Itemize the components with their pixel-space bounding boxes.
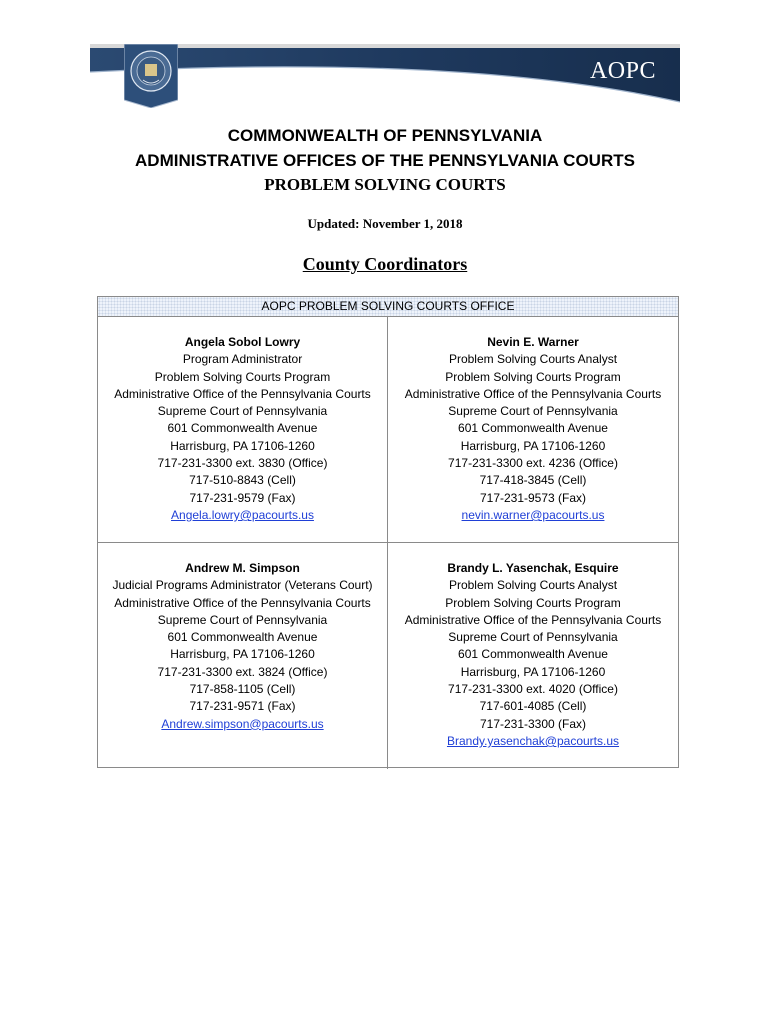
title-problem-solving-courts: PROBLEM SOLVING COURTS: [264, 175, 506, 194]
contact-line: Harrisburg, PA 17106-1260: [460, 438, 606, 453]
contact-line: Harrisburg, PA 17106-1260: [170, 647, 315, 662]
contact-line: 717-601-4085 (Cell): [479, 699, 587, 714]
contact-line: Supreme Court of Pennsylvania: [157, 404, 328, 419]
contact-line: 717-231-9579 (Fax): [189, 490, 296, 505]
contact-line: 717-231-3300 (Fax): [479, 716, 587, 731]
email-link[interactable]: Angela.lowry@pacourts.us: [171, 507, 314, 522]
email-link[interactable]: nevin.warner@pacourts.us: [461, 507, 605, 522]
contact-name: Brandy L. Yasenchak, Esquire: [447, 561, 619, 575]
contact-line: 717-231-3300 ext. 4020 (Office): [448, 682, 618, 697]
contact-line: 601 Commonwealth Avenue: [167, 630, 318, 645]
contact-line: Problem Solving Courts Program: [445, 369, 621, 384]
contact-line: 717-510-8843 (Cell): [189, 473, 296, 488]
contact-line: Supreme Court of Pennsylvania: [448, 404, 618, 419]
title-commonwealth: COMMONWEALTH OF PENNSYLVANIA: [227, 126, 543, 145]
contact-line: Problem Solving Courts Program: [154, 369, 331, 384]
contact-line: 717-231-3300 ext. 4236 (Office): [448, 456, 618, 471]
contact-line: 717-231-3300 ext. 3830 (Office): [157, 456, 328, 471]
coordinators-table: [97, 296, 679, 768]
contact-card: [388, 317, 678, 542]
table-header: AOPC PROBLEM SOLVING COURTS OFFICE: [98, 297, 678, 317]
contact-line: Problem Solving Courts Program: [445, 595, 621, 610]
contact-line: Administrative Office of the Pennsylvania Courts: [404, 612, 662, 627]
email-link[interactable]: Andrew.simpson@pacourts.us: [161, 716, 324, 731]
updated-date: Updated: November 1, 2018: [307, 216, 463, 231]
contact-line: Program Administrator: [182, 352, 303, 367]
contact-card: [98, 317, 388, 542]
contact-line: Problem Solving Courts Analyst: [448, 352, 618, 367]
contact-line: Supreme Court of Pennsylvania: [448, 630, 618, 645]
table-row: [98, 317, 678, 543]
contact-card: [98, 543, 388, 769]
pennsylvania-seal-icon: [124, 44, 178, 108]
contact-line: Harrisburg, PA 17106-1260: [170, 438, 315, 453]
table-row: [98, 543, 678, 769]
title-administrative-offices: ADMINISTRATIVE OFFICES OF THE PENNSYLVANIA COURTS: [135, 151, 635, 170]
contact-line: Administrative Office of the Pennsylvania Courts: [404, 386, 662, 401]
contact-card: [388, 543, 678, 769]
contact-line: 717-418-3845 (Cell): [479, 473, 587, 488]
contact-line: Supreme Court of Pennsylvania: [157, 612, 328, 627]
contact-line: Judicial Programs Administrator (Veterans Court): [112, 578, 373, 593]
contact-line: 717-858-1105 (Cell): [189, 682, 296, 697]
contact-line: 717-231-3300 ext. 3824 (Office): [157, 664, 328, 679]
aopc-logo: AOPC: [589, 58, 656, 84]
contact-line: Administrative Office of the Pennsylvania Courts: [114, 386, 371, 401]
contact-line: 601 Commonwealth Avenue: [458, 647, 608, 662]
contact-line: Administrative Office of the Pennsylvania Courts: [114, 595, 371, 610]
contact-name: Nevin E. Warner: [487, 335, 579, 349]
contact-line: 717-231-9573 (Fax): [479, 490, 587, 505]
section-heading: County Coordinators: [302, 254, 468, 274]
contact-line: 601 Commonwealth Avenue: [167, 421, 318, 436]
email-link[interactable]: Brandy.yasenchak@pacourts.us: [446, 733, 620, 748]
contact-line: 717-231-9571 (Fax): [189, 699, 296, 714]
contact-name: Angela Sobol Lowry: [184, 335, 301, 349]
contact-line: 601 Commonwealth Avenue: [458, 421, 608, 436]
contact-line: Problem Solving Courts Analyst: [448, 578, 618, 593]
contact-line: Harrisburg, PA 17106-1260: [460, 664, 606, 679]
contact-name: Andrew M. Simpson: [185, 561, 300, 575]
